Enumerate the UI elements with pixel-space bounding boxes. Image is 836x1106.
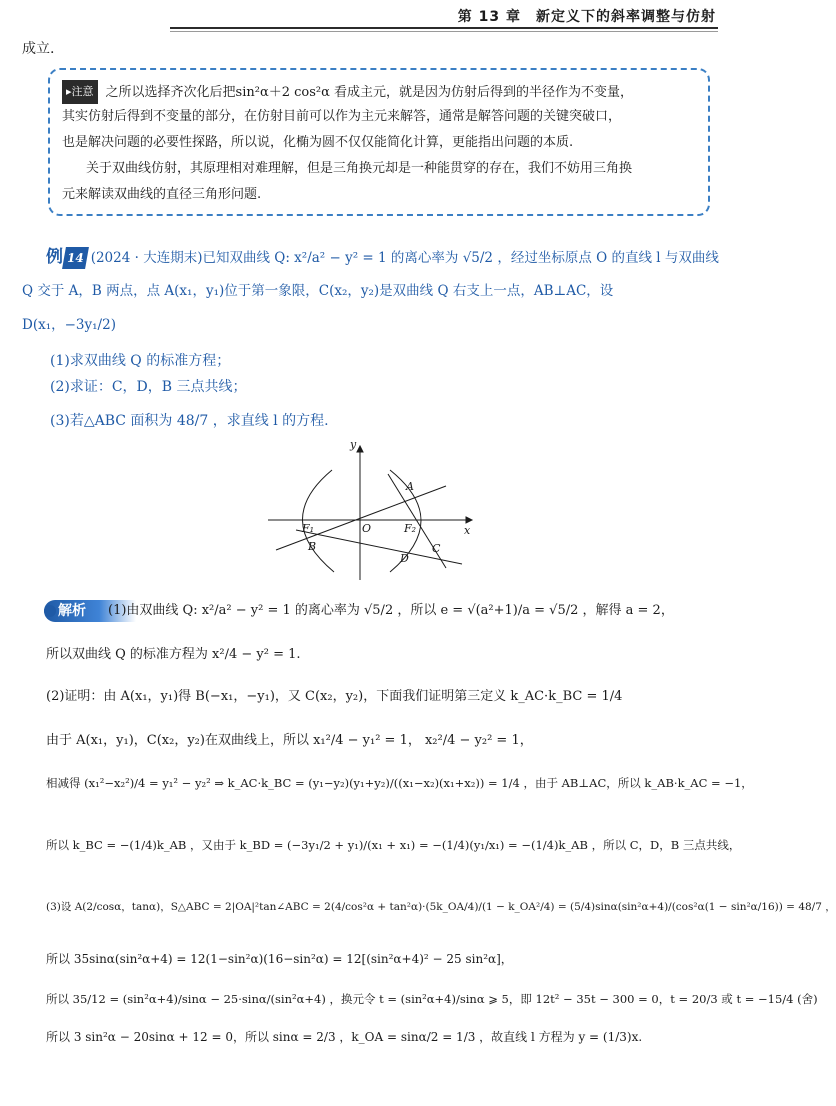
solution-line-7: (3)设 A(2/cosα，tanα)，S△ABC = 2|OA|²tan∠ABC = 2(4/cos²α + tan²α)·(5k_OA/4)/(1 − k_OA²/4) = (5/4)sinα(sin²α+4)/(cos²α(1 − sin²α/16)) = 48/7 ， [46,901,836,913]
solution-line-4: 由于 A(x₁，y₁)，C(x₂，y₂)在双曲线上，所以 x₁²/4 − y₁² = 1， x₂²/4 − y₂² = 1， [46,733,533,748]
y-label: y [350,438,357,451]
point-a-label: A [406,480,414,493]
solution-label: 解析 [58,603,86,619]
question-3: (3)若△ABC 面积为 48/7 ，求直线 l 的方程. [50,413,329,429]
note-line-4: 关于双曲线仿射，其原理相对难理解，但是三角换元却是一种能贯穿的存在，我们不妨用三角换 [86,161,633,176]
chapter-title: 第 13 章 新定义下的斜率调整与仿射 [457,9,716,25]
focus-f1-label: F₁ [302,522,315,535]
example-tag: 例 [46,247,63,267]
note-line-3: 也是解决问题的必要性探路，所以说，化椭为圆不仅仅能简化计算，更能指出问题的本质. [62,135,574,150]
point-c-label: C [432,542,441,555]
note-line-1: ▸注意 之所以选择齐次化后把sin²α＋2 cos²α 看成主元，就是因为仿射后得到的半径作为不变量， [62,80,633,104]
page-header [0,0,742,30]
left-branch [302,470,334,572]
solution-line-3: (2)证明：由 A(x₁，y₁)得 B(−x₁，−y₁)，又 C(x₂，y₂)，下面我们证明第三定义 k_AC·k_BC = 1/4 [46,689,623,704]
focus-f2-label: F₂ [404,522,417,535]
note-badge: ▸注意 [62,80,98,104]
intro-text: 成立. [22,41,55,57]
note-line-2: 其实仿射后得到不变量的部分，在仿射目前可以作为主元来解答，通常是解答问题的关键突破口， [62,109,622,124]
x-axis-arrow [466,517,472,523]
solution-line-2: 所以双曲线 Q 的标准方程为 x²/4 − y² = 1. [46,647,301,662]
origin-label: O [362,522,372,535]
header-rule-thin [170,31,718,32]
x-label: x [464,524,471,537]
note-line-5: 元来解读双曲线的直径三角形问题. [62,187,262,202]
question-1: (1)求双曲线 Q 的标准方程； [50,353,231,369]
hyperbola-figure [262,440,480,582]
solution-line-6: 所以 k_BC = −(1/4)k_AB ，又由于 k_BD = (−3y₁/2 + y₁)/(x₁ + x₁) = −(1/4)(y₁/x₁) = −(1/4)k_AB ，所以 C，D，B 三点共线， [46,838,741,852]
point-b-label: B [308,540,317,553]
solution-line-10: 所以 3 sin²α − 20sinα + 12 = 0，所以 sinα = 2/3 ，k_OA = sinα/2 = 1/3 ，故直线 l 方程为 y = (1/3)x. [46,1030,643,1044]
solution-line-8: 所以 35sinα(sin²α+4) = 12(1−sin²α)(16−sin²α) = 12[(sin²α+4)² − 25 sin²α]， [46,952,513,966]
example-line-3: D(x₁，−3y₁/2) [22,317,116,333]
example-number: 14 [62,247,89,269]
example-line-1: 例 14 (2024 · 大连期末)已知双曲线 Q: x²/a² − y² = 1 的离心率为 √5/2 ，经过坐标原点 O 的直线 l 与双曲线 [46,247,719,267]
point-d-label: D [400,552,409,565]
header-rule [170,27,718,29]
y-axis-arrow [357,446,363,452]
solution-line-5: 相减得 (x₁²−x₂²)/4 = y₁² − y₂² ⇒ k_AC·k_BC = (y₁−y₂)(y₁+y₂)/((x₁−x₂)(x₁+x₂)) = 1/4 ，由于 AB⊥AC，所以 k_AB·k_AC = −1， [46,776,753,790]
question-2: (2)求证：C，D，B 三点共线； [50,379,247,395]
solution-line-1: (1)由双曲线 Q: x²/a² − y² = 1 的离心率为 √5/2 ，所以 e = √(a²+1)/a = √5/2 ，解得 a = 2， [108,603,674,618]
solution-dot [44,605,56,617]
example-line-2: Q 交于 A，B 两点，点 A(x₁，y₁)位于第一象限，C(x₂，y₂)是双曲线 Q 右支上一点，AB⊥AC，设 [22,283,614,299]
solution-line-9: 所以 35/12 = (sin²α+4)/sinα − 25·sinα/(sin²α+4) ，换元令 t = (sin²α+4)/sinα ⩾ 5，即 12t² − 35t − 300 = 0，t = 20/3 或 t = −15/4 (舍) [46,992,818,1006]
